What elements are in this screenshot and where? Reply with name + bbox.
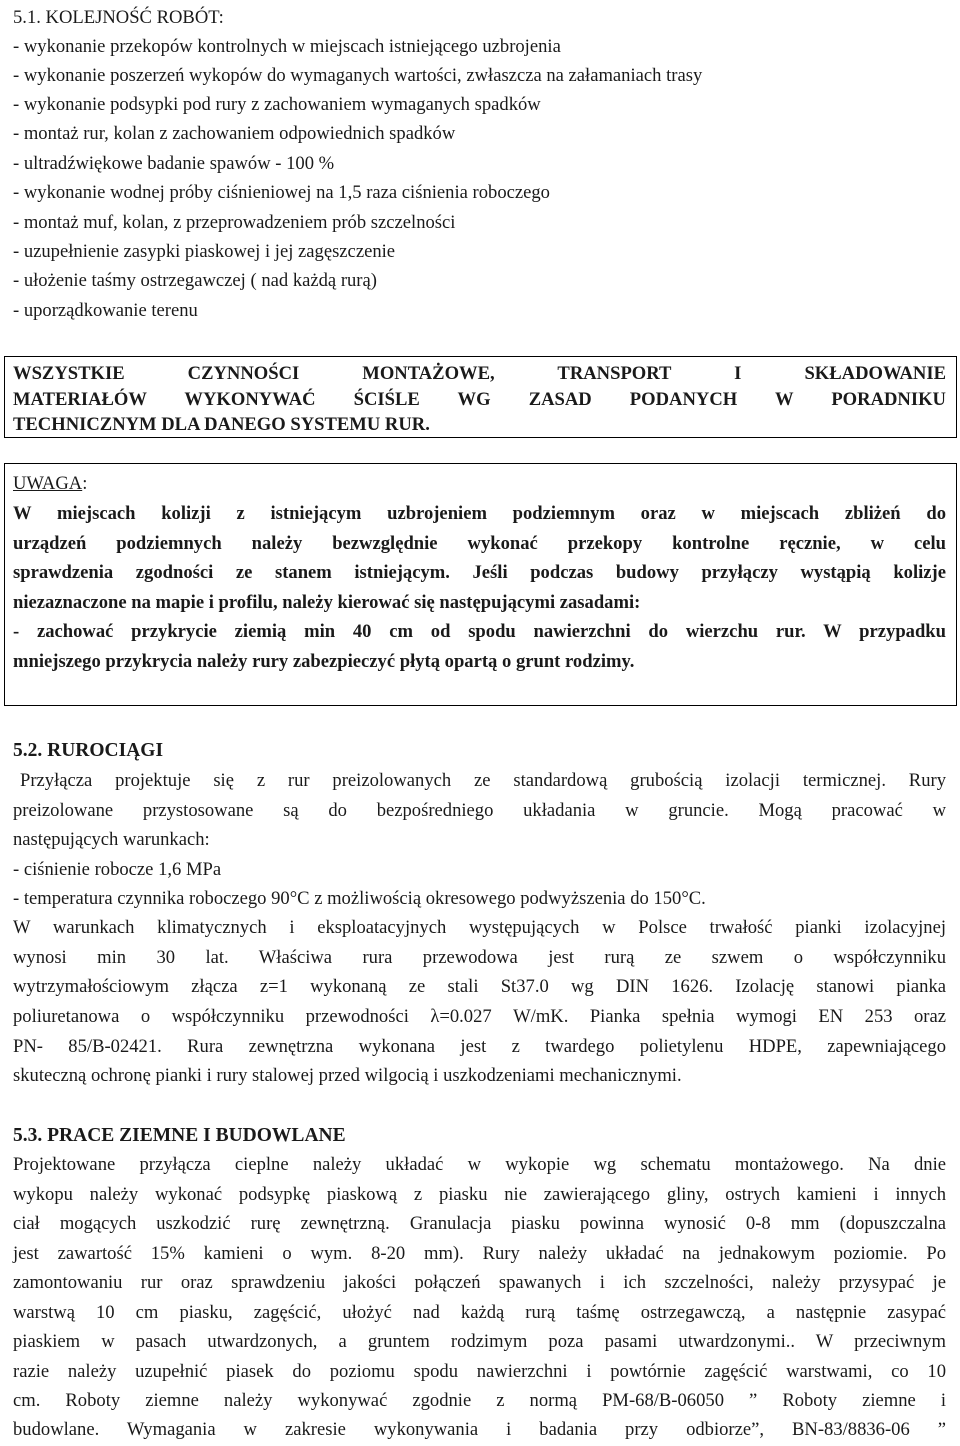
uwaga-label-colon: : (82, 473, 88, 494)
paragraph-line: ciał mogących uszkodzić rurę zewnętrzną. Granulacja piasku powinna wynosić 0-8 mm (dopuszczalna (13, 1213, 946, 1234)
list-item: - montaż rur, kolan z zachowaniem odpowiednich spadków (13, 123, 456, 144)
list-item: - wykonanie poszerzeń wykopów do wymaganych wartości, zwłaszcza na załamaniach trasy (13, 65, 703, 86)
paragraph-line: PN- 85/B-02421. Rura zewnętrzna wykonana jest z twardego polietylenu HDPE, zapewniającego (13, 1036, 946, 1057)
uwaga-line: - zachować przykrycie ziemią min 40 cm od spodu nawierzchni do wierzchu rur. W przypadku (13, 621, 946, 642)
notice-line: MATERIAŁÓW WYKONYWAĆ ŚCIŚLE WG ZASAD PODANYCH W PORADNIKU (13, 389, 946, 410)
notice-line: WSZYSTKIE CZYNNOŚCI MONTAŻOWE, TRANSPORT I SKŁADOWANIE (13, 363, 946, 384)
section-5-1-heading: 5.1. KOLEJNOŚĆ ROBÓT: (13, 7, 224, 28)
uwaga-line: niezaznaczone na mapie i profilu, należy kierować się następującymi zasadami: (13, 592, 641, 613)
paragraph-line: wytrzymałościowym złącza z=1 wykonaną ze stali St37.0 wg DIN 1626. Izolację stanowi pianka (13, 976, 946, 997)
uwaga-line: W miejscach kolizji z istniejącym uzbrojeniem podziemnym oraz w miejscach zbliżeń do (13, 503, 946, 524)
list-item: - wykonanie podsypki pod rury z zachowaniem wymaganych spadków (13, 94, 541, 115)
paragraph-line: W warunkach klimatycznych i eksploatacyjnych występujących w Polsce trwałość pianki izolacyjnej (13, 917, 946, 938)
paragraph-line: preizolowane przystosowane są do bezpośredniego układania w gruncie. Mogą pracować w (13, 800, 946, 821)
list-item: - montaż muf, kolan, z przeprowadzeniem prób szczelności (13, 212, 456, 233)
paragraph-line: zamontowaniu rur oraz sprawdzeniu jakości połączeń spawanych i ich szczelności, należy przysypać je (13, 1272, 946, 1293)
paragraph-line: jest zawartość 15% kamieni o wym. 8-20 mm). Rury należy układać na jednakowym poziomie. Po (13, 1243, 946, 1264)
list-item: - uzupełnienie zasypki piaskowej i jej zagęszczenie (13, 241, 396, 262)
paragraph-line: poliuretanowa o współczynniku przewodności λ=0.027 W/mK. Pianka spełnia wymogi EN 253 oraz (13, 1006, 946, 1027)
list-item: - uporządkowanie terenu (13, 300, 198, 321)
paragraph-line: następujących warunkach: (13, 829, 210, 850)
uwaga-label (13, 472, 87, 496)
uwaga-label-text: UWAGA (13, 473, 83, 494)
paragraph-line: wynosi min 30 lat. Właściwa rura przewodowa jest rurą ze szwem o współczynniku (13, 947, 946, 968)
paragraph-line: Przyłącza projektuje się z rur preizolowanych ze standardową grubością izolacji termicznej. Rury (20, 770, 946, 791)
list-item: - ciśnienie robocze 1,6 MPa (13, 859, 222, 880)
list-item: - wykonanie przekopów kontrolnych w miejscach istniejącego uzbrojenia (13, 36, 561, 57)
uwaga-line: sprawdzenia zgodności ze stanem istniejącym. Jeśli podczas budowy przyłączy wystąpią kolizje (13, 562, 946, 583)
list-item: - temperatura czynnika roboczego 90°C z możliwością okresowego podwyższenia do 150°C. (13, 888, 706, 909)
uwaga-line: mniejszego przykrycia należy rury zabezpieczyć płytą opartą o grunt rodzimy. (13, 651, 635, 672)
paragraph-line: razie należy uzupełnić piasek do poziomu spodu nawierzchni i powtórnie zagęścić warstwami, co 10 (13, 1361, 946, 1382)
section-5-3-heading: 5.3. PRACE ZIEMNE I BUDOWLANE (13, 1125, 346, 1146)
paragraph-line: piaskiem w pasach utwardzonych, a gruntem rodzimym poza pasami utwardzonymi.. W przeciwnym (13, 1331, 946, 1352)
section-5-2-heading: 5.2. RUROCIĄGI (13, 740, 164, 761)
notice-line: TECHNICZNYM DLA DANEGO SYSTEMU RUR. (13, 414, 430, 435)
paragraph-line: warstwą 10 cm piasku, zagęścić, ułożyć nad każdą rurą taśmę ostrzegawczą, a następnie zasypać (13, 1302, 946, 1323)
list-item: - ułożenie taśmy ostrzegawczej ( nad każdą rurą) (13, 270, 377, 291)
list-item: - wykonanie wodnej próby ciśnieniowej na 1,5 raza ciśnienia roboczego (13, 182, 550, 203)
paragraph-line: wykopu należy wykonać podsypkę piaskową z piasku nie zawierającego gliny, ostrych kamieni i innych (13, 1184, 946, 1205)
uwaga-line: urządzeń podziemnych należy bezwzględnie wykonać przekopy kontrolne ręcznie, w celu (13, 533, 946, 554)
paragraph-line: Projektowane przyłącza cieplne należy układać w wykopie wg schematu montażowego. Na dnie (13, 1154, 946, 1175)
list-item: - ultradźwiękowe badanie spawów - 100 % (13, 153, 335, 174)
paragraph-line: cm. Roboty ziemne należy wykonywać zgodnie z normą PM-68/B-06050 ” Roboty ziemne i (13, 1390, 946, 1411)
paragraph-line: skuteczną ochronę pianki i rury stalowej przed wilgocią i uszkodzeniami mechanicznymi. (13, 1065, 682, 1086)
paragraph-line: budowlane. Wymagania w zakresie wykonywania i badania przy odbiorze”, BN-83/8836-06 ” (13, 1419, 946, 1440)
